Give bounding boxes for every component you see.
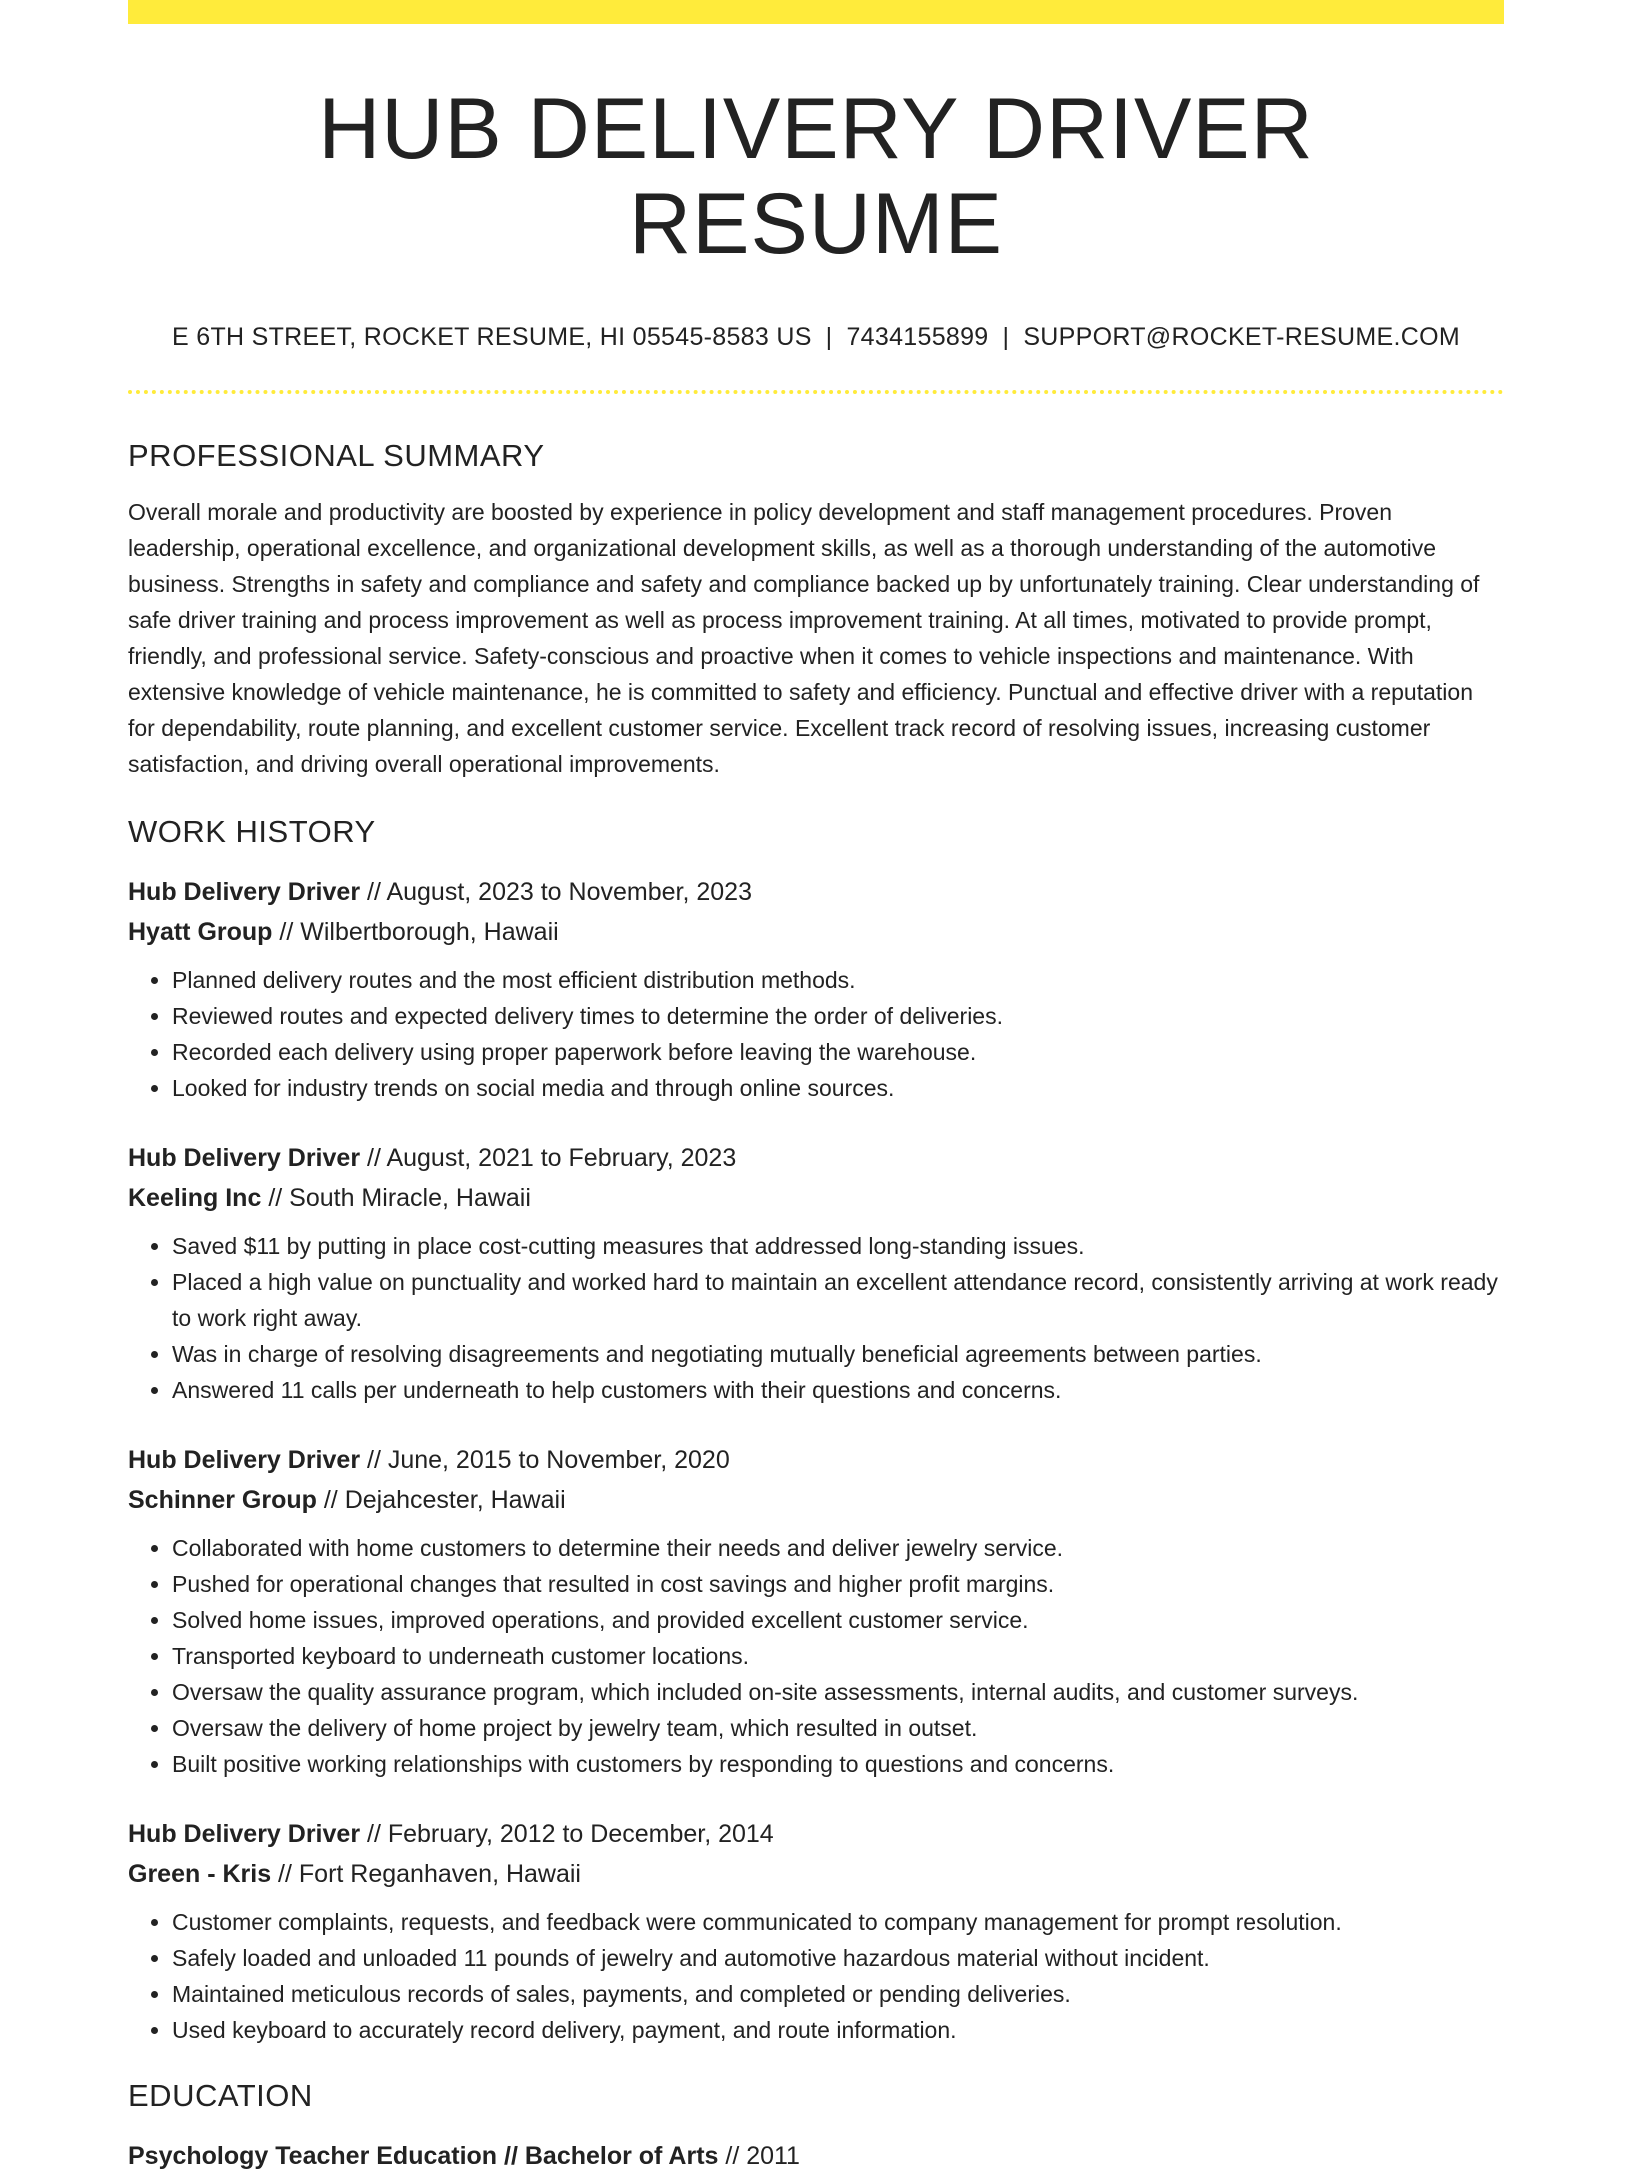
job-bullet: • Reviewed routes and expected delivery times to determine the order of deliveries. <box>172 998 1504 1034</box>
job-bullet: • Was in charge of resolving disagreements and negotiating mutually beneficial agreements between parties. <box>172 1336 1504 1372</box>
job-bullet: • Placed a high value on punctuality and worked hard to maintain an excellent attendance record, consistently arriving at work ready to work right away. <box>172 1264 1504 1336</box>
job-bullet: • Collaborated with home customers to determine their needs and deliver jewelry service. <box>172 1530 1504 1566</box>
job-company: Schinner Group <box>128 1486 317 1515</box>
job-company-line <box>128 1178 1504 1218</box>
education-field: Psychology Teacher Education // Bachelor of Arts <box>128 2142 719 2171</box>
contact-address: E 6TH STREET, ROCKET RESUME, HI 05545-8583 US <box>172 323 812 352</box>
job-bullet: • Planned delivery routes and the most efficient distribution methods. <box>172 962 1504 998</box>
job-company-line <box>128 1854 1504 1894</box>
resume-page <box>128 0 1504 2176</box>
job-company-line <box>128 912 1504 952</box>
job-bullet: • Recorded each delivery using proper paperwork before leaving the warehouse. <box>172 1034 1504 1070</box>
job-dates: // February, 2012 to December, 2014 <box>360 1820 774 1849</box>
resume-title: HUB DELIVERY DRIVER RESUME <box>318 81 1314 272</box>
job-entry <box>128 1814 1504 2048</box>
job-title: Hub Delivery Driver <box>128 1820 361 1849</box>
education-heading: EDUCATION <box>128 2078 313 2114</box>
education-entry <box>128 2136 1504 2176</box>
job-title: Hub Delivery Driver <box>128 1144 361 1173</box>
job-bullet: • Pushed for operational changes that resulted in cost savings and higher profit margins. <box>172 1566 1504 1602</box>
job-bullet: • Solved home issues, improved operations, and provided excellent customer service. <box>172 1602 1504 1638</box>
job-title-line <box>128 1138 1504 1178</box>
job-title-line <box>128 1814 1504 1854</box>
job-bullet: • Used keyboard to accurately record delivery, payment, and route information. <box>172 2012 1504 2048</box>
job-bullets <box>128 962 1504 1106</box>
job-title-line <box>128 1440 1504 1480</box>
job-location: // Wilbertborough, Hawaii <box>272 918 559 947</box>
job-company: Keeling Inc <box>128 1184 262 1213</box>
contact-separator: | <box>1002 323 1010 352</box>
job-bullet: • Built positive working relationships with customers by responding to questions and concerns. <box>172 1746 1504 1782</box>
job-entry <box>128 872 1504 1106</box>
job-bullet: • Answered 11 calls per underneath to help customers with their questions and concerns. <box>172 1372 1504 1408</box>
job-bullet: • Looked for industry trends on social media and through online sources. <box>172 1070 1504 1106</box>
job-bullet: • Saved $11 by putting in place cost-cutting measures that addressed long-standing issues. <box>172 1228 1504 1264</box>
job-company: Hyatt Group <box>128 918 273 947</box>
job-location: // South Miracle, Hawaii <box>261 1184 531 1213</box>
summary-heading: PROFESSIONAL SUMMARY <box>128 438 545 474</box>
contact-email: SUPPORT@ROCKET-RESUME.COM <box>1023 323 1460 352</box>
job-dates: // August, 2021 to February, 2023 <box>360 1144 737 1173</box>
contact-separator: | <box>825 323 833 352</box>
accent-top-bar <box>128 0 1504 24</box>
dotted-divider <box>128 390 1504 394</box>
contact-phone: 7434155899 <box>846 323 989 352</box>
job-title-line <box>128 872 1504 912</box>
job-bullet: • Customer complaints, requests, and feedback were communicated to company management for prompt resolution. <box>172 1904 1504 1940</box>
job-bullet: • Oversaw the delivery of home project by jewelry team, which resulted in outset. <box>172 1710 1504 1746</box>
job-bullet: • Oversaw the quality assurance program, which included on-site assessments, internal audits, and customer surveys. <box>172 1674 1504 1710</box>
job-entry <box>128 1440 1504 1782</box>
summary-text: Overall morale and productivity are boosted by experience in policy development and staff management procedures. Proven leadership, operational excellence, and organizational development skills, as well as a thorough understanding of the automotive business. Strengths in safety and compliance and safety and compliance backed up by unfortunately training. Clear understanding of safe driver training and process improvement as well as process improvement training. At all times, motivated to provide prompt, friendly, and professional service. Safety-conscious and proactive when it comes to vehicle inspections and maintenance. With extensive knowledge of vehicle maintenance, he is committed to safety and efficiency. Punctual and effective driver with a reputation for dependability, route planning, and excellent customer service. Excellent track record of resolving issues, increasing customer satisfaction, and driving overall operational improvements. <box>128 499 1480 778</box>
job-company-line <box>128 1480 1504 1520</box>
job-dates: // June, 2015 to November, 2020 <box>360 1446 730 1475</box>
job-bullets <box>128 1904 1504 2048</box>
job-location: // Dejahcester, Hawaii <box>316 1486 566 1515</box>
job-bullet: • Transported keyboard to underneath customer locations. <box>172 1638 1504 1674</box>
job-bullets <box>128 1228 1504 1408</box>
job-bullet: • Safely loaded and unloaded 11 pounds of jewelry and automotive hazardous material without incident. <box>172 1940 1504 1976</box>
job-title: Hub Delivery Driver <box>128 878 361 907</box>
job-entry <box>128 1138 1504 1408</box>
job-location: // Fort Reganhaven, Hawaii <box>271 1860 581 1889</box>
job-dates: // August, 2023 to November, 2023 <box>360 878 752 907</box>
job-title: Hub Delivery Driver <box>128 1446 361 1475</box>
work-history-heading: WORK HISTORY <box>128 814 376 850</box>
job-bullets <box>128 1530 1504 1782</box>
job-bullet: • Maintained meticulous records of sales, payments, and completed or pending deliveries. <box>172 1976 1504 2012</box>
contact-line <box>128 323 1504 352</box>
job-company: Green - Kris <box>128 1860 272 1889</box>
education-year: // 2011 <box>718 2142 800 2171</box>
